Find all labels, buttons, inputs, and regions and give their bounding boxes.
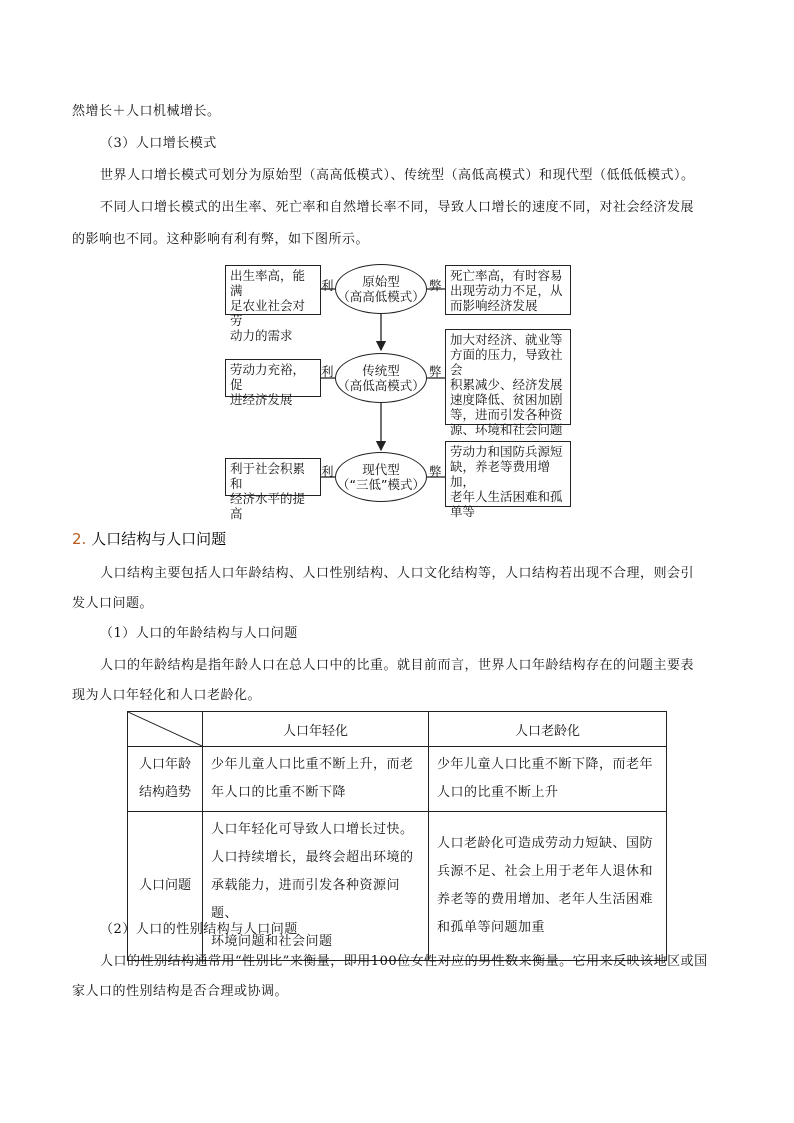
row2-advantage-box	[225, 359, 321, 407]
diagonal-line	[128, 712, 202, 746]
box-line: 进经济发展	[230, 392, 293, 407]
disadvantage-label: 弊	[429, 278, 442, 293]
box-line: 动力的需求	[230, 328, 293, 343]
section-heading	[72, 528, 226, 549]
table-cell	[429, 747, 667, 812]
subsection-heading: （2）人口的性别结构与人口问题	[100, 922, 298, 937]
ellipse-subtitle: （“三低”模式）	[337, 477, 425, 492]
table-cell	[203, 747, 429, 812]
paragraph-line: 人口的性别结构通常用“性别比”来衡量，即用100位女性对应的男性数来衡量。它用来反映该地区或国	[100, 954, 708, 969]
ellipse-title: 传统型	[362, 363, 400, 378]
subsection-heading: （1）人口的年龄结构与人口问题	[100, 626, 298, 641]
table-cell	[203, 812, 429, 961]
row-header-line: 结构趋势	[138, 785, 191, 800]
box-line: 而影响经济发展	[450, 298, 538, 313]
cell-line: 人口老龄化可造成劳动力短缺、国防	[437, 836, 654, 851]
box-line: 利于社会积累和	[230, 461, 306, 491]
box-line: 足农业社会对劳	[230, 298, 306, 328]
box-line: 等，进而引发各种资	[450, 407, 563, 422]
modern-model-ellipse	[335, 452, 427, 502]
cell-line: 兵源不足、社会上用于老年人退休和	[437, 864, 654, 879]
advantage-label: 利	[321, 364, 334, 379]
cell-line: 环境问题和社会问题	[211, 934, 333, 949]
primitive-model-ellipse	[335, 264, 427, 314]
traditional-model-ellipse	[335, 353, 427, 403]
paragraph-line: 发人口问题。	[72, 596, 154, 611]
diagonal-header-cell	[128, 712, 203, 747]
ellipse-title: 原始型	[362, 274, 400, 289]
cell-line: 年人口的比重不断下降	[211, 785, 347, 800]
box-line: 单等	[450, 504, 476, 519]
row-header-line: 人口年龄	[138, 757, 191, 772]
box-line: 出现劳动力不足，从	[450, 283, 563, 298]
row2-disadvantage-box	[445, 329, 571, 437]
box-line: 出生率高，能满	[230, 268, 306, 298]
box-line: 积累减少、经济发展	[450, 377, 563, 392]
column-header: 人口老龄化	[429, 712, 667, 747]
cell-line: 人口持续增长，最终会超出环境的	[211, 850, 414, 865]
box-line: 劳动力和国防兵源短	[450, 444, 563, 459]
ellipse-title: 现代型	[362, 462, 400, 477]
paragraph-line: 现为人口年轻化和人口老龄化。	[72, 688, 262, 703]
row-header	[128, 747, 203, 812]
ellipse-subtitle: （高低高模式）	[337, 378, 425, 393]
paragraph-line: 人口结构主要包括人口年龄结构、人口性别结构、人口文化结构等，人口结构若出现不合理，则会引	[100, 566, 695, 581]
row3-advantage-box	[225, 458, 321, 521]
box-line: 缺，养老等费用增加，	[450, 459, 551, 489]
box-line: 死亡率高，有时容易	[450, 268, 563, 283]
section-title: 人口结构与人口问题	[91, 530, 227, 548]
box-line: 老年人生活困难和孤	[450, 489, 563, 504]
column-header: 人口年轻化	[203, 712, 429, 747]
paragraph-line: 人口的年龄结构是指年龄人口在总人口中的比重。就目前而言，世界人口年龄结构存在的问题主要表	[100, 658, 695, 673]
subsection-heading: （3）人口增长模式	[100, 136, 217, 151]
cell-line: 人口年轻化可导致人口增长过快。	[211, 822, 414, 837]
disadvantage-label: 弊	[429, 364, 442, 379]
table-row	[128, 812, 667, 961]
table-header-row	[128, 712, 667, 747]
paragraph-line: 不同人口增长模式的出生率、死亡率和自然增长率不同，导致人口增长的速度不同，对社会经济发展	[100, 200, 695, 215]
paragraph-line: 家人口的性别结构是否合理或协调。	[72, 984, 289, 999]
paragraph-line: 世界人口增长模式可划分为原始型（高高低模式）、传统型（高低高模式）和现代型（低低低模式）。	[100, 168, 695, 183]
paragraph-line: 然增长＋人口机械增长。	[72, 104, 221, 119]
row-header	[128, 812, 203, 961]
box-line: 源、环境和社会问题	[450, 422, 563, 437]
row3-disadvantage-box	[445, 441, 571, 519]
box-line: 劳动力充裕，促	[230, 362, 306, 392]
box-line: 经济水平的提高	[230, 491, 306, 521]
cell-line: 少年儿童人口比重不断上升，而老	[211, 757, 414, 772]
cell-line: 人口的比重不断上升	[437, 785, 559, 800]
table-cell	[429, 812, 667, 961]
row1-advantage-box	[225, 265, 321, 343]
disadvantage-label: 弊	[429, 464, 442, 479]
section-number: 2.	[72, 530, 87, 548]
paragraph-line: 的影响也不同。这种影响有利有弊，如下图所示。	[72, 232, 370, 247]
cell-line: 承载能力，进而引发各种资源问题、	[211, 878, 401, 921]
advantage-label: 利	[321, 278, 334, 293]
advantage-label: 利	[321, 464, 334, 479]
box-line: 加大对经济、就业等	[450, 332, 563, 347]
row-header-line: 人口问题	[138, 878, 191, 893]
row1-disadvantage-box	[445, 265, 571, 315]
cell-line: 少年儿童人口比重不断下降，而老年	[437, 757, 654, 772]
table-row	[128, 747, 667, 812]
ellipse-subtitle: （高高低模式）	[337, 289, 425, 304]
cell-line: 和孤单等问题加重	[437, 920, 546, 935]
cell-line: 养老等的费用增加、老年人生活困难	[437, 892, 654, 907]
box-line: 方面的压力，导致社会	[450, 347, 563, 377]
box-line: 速度降低、贫困加剧	[450, 392, 563, 407]
